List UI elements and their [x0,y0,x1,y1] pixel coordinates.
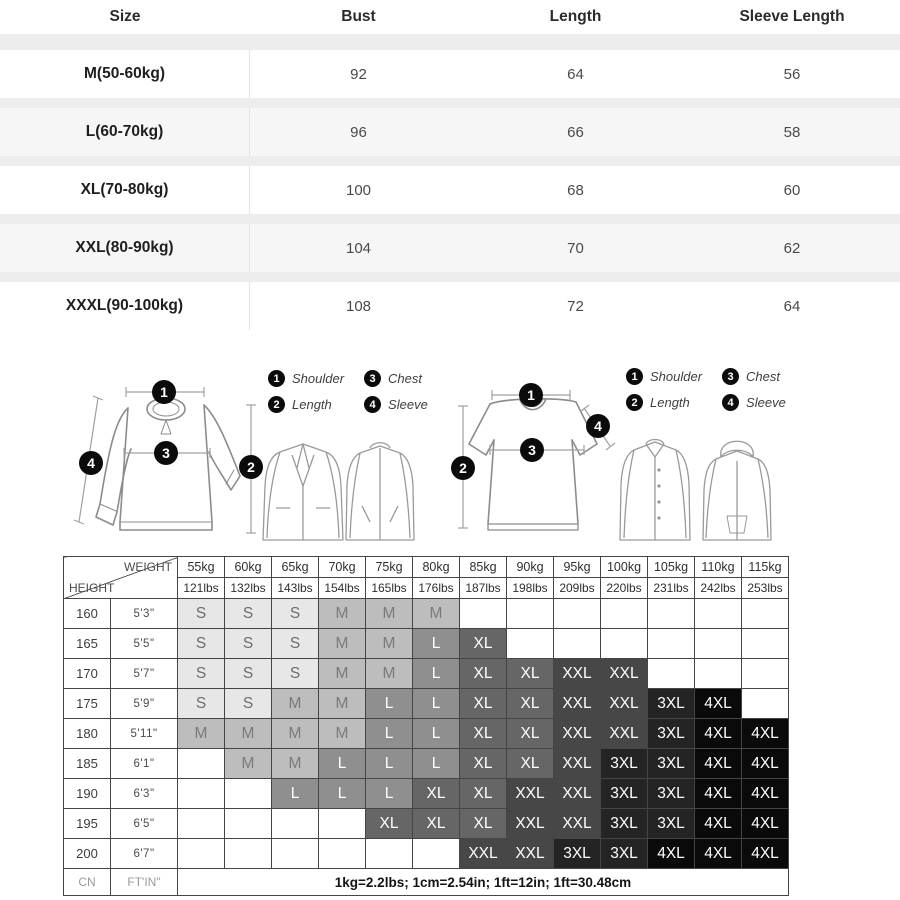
height-ftin-cell: 5'3" [111,599,178,629]
recommended-size-cell: M [319,689,366,719]
recommended-size-cell: XL [460,659,507,689]
height-ftin-cell: 6'7" [111,839,178,869]
weight-kg-header: 60kg [225,557,272,578]
empty-size-cell [648,599,695,629]
recommended-size-cell: L [366,749,413,779]
height-ftin-cell: 6'5" [111,809,178,839]
empty-size-cell [507,599,554,629]
recommended-size-cell: M [366,659,413,689]
recommended-size-cell: M [366,599,413,629]
size-row [0,224,900,272]
legend-number-badge: 4 [722,394,739,411]
measurement-value: 92 [350,65,367,83]
empty-size-cell [366,839,413,869]
recommended-size-cell: 3XL [601,809,648,839]
legend-item [268,370,344,387]
ftin-unit-label: FT'IN" [111,869,178,896]
recommended-size-cell: S [178,599,225,629]
column-header: Length [549,8,602,25]
legend-item [722,368,786,385]
measure-legend [268,370,428,413]
weight-kg-header: 85kg [460,557,507,578]
recommended-size-cell: XXL [554,779,601,809]
chest-measure-badge: 3 [520,438,544,462]
weight-lbs-header: 242lbs [695,578,742,599]
recommended-size-cell: S [178,629,225,659]
legend-number-badge: 2 [626,394,643,411]
recommended-size-cell: L [413,719,460,749]
matrix-footer-row [64,869,789,896]
height-cm-cell: 195 [64,809,111,839]
weight-kg-header: 80kg [413,557,460,578]
height-cm-cell: 180 [64,719,111,749]
legend-label: Sleeve [388,397,428,412]
weight-lbs-header: 176lbs [413,578,460,599]
recommended-size-cell: XL [507,659,554,689]
recommended-size-cell: XXL [507,779,554,809]
size-row [0,166,900,214]
recommended-size-cell: XXL [601,659,648,689]
recommended-size-cell: XL [460,749,507,779]
empty-size-cell [178,809,225,839]
recommended-size-cell: XL [460,779,507,809]
weight-lbs-header: 198lbs [507,578,554,599]
legend-label: Sleeve [746,395,786,410]
measurement-value: 100 [345,181,372,199]
recommended-size-cell: XL [460,719,507,749]
recommended-size-cell: S [272,659,319,689]
empty-size-cell [178,749,225,779]
weight-kg-header: 110kg [695,557,742,578]
legend-number-badge: 3 [722,368,739,385]
conversion-note: 1kg=2.2lbs; 1cm=2.54in; 1ft=12in; 1ft=30.48cm [178,869,789,896]
weight-lbs-header: 154lbs [319,578,366,599]
row-separator [0,272,900,282]
recommended-size-cell: XXL [507,839,554,869]
axis-corner-cell [64,557,178,599]
height-cm-cell: 160 [64,599,111,629]
recommended-size-cell: S [272,599,319,629]
weight-lbs-header: 253lbs [742,578,789,599]
size-label: XL(70-80kg) [0,166,250,214]
recommended-size-cell: L [366,689,413,719]
empty-size-cell [225,839,272,869]
legend-label: Shoulder [650,369,703,384]
empty-size-cell [695,599,742,629]
length-measure-badge: 2 [451,456,475,480]
height-ftin-cell: 6'1" [111,749,178,779]
empty-size-cell [272,809,319,839]
recommended-size-cell: 3XL [601,839,648,869]
weight-kg-header: 115kg [742,557,789,578]
weight-lbs-header: 165lbs [366,578,413,599]
recommended-size-cell: XL [507,749,554,779]
recommended-size-cell: L [413,749,460,779]
recommended-size-cell: L [413,629,460,659]
matrix-header-row-kg [64,557,789,578]
measurement-value: 96 [350,123,367,141]
legend-label: Chest [388,371,423,386]
height-axis-label: HEIGHT [69,581,115,595]
legend-number-badge: 4 [364,396,381,413]
measurement-value: 64 [783,297,801,315]
matrix-row [64,749,789,779]
empty-size-cell [225,779,272,809]
weight-kg-header: 100kg [601,557,648,578]
legend-label: Length [650,395,690,410]
legend-label: Length [292,397,332,412]
empty-size-cell [742,629,789,659]
row-separator [0,156,900,166]
recommended-size-cell: L [366,719,413,749]
weight-lbs-header: 209lbs [554,578,601,599]
height-cm-cell: 200 [64,839,111,869]
recommended-size-cell: 3XL [648,719,695,749]
recommended-size-cell: S [225,599,272,629]
measurement-value: 62 [783,239,801,257]
recommended-size-cell: S [225,659,272,689]
recommended-size-cell: XXL [554,809,601,839]
recommended-size-cell: M [319,719,366,749]
recommended-size-cell: XXL [507,809,554,839]
measurement-value: 104 [345,239,372,257]
recommended-size-cell: XXL [554,749,601,779]
matrix-row [64,659,789,689]
recommended-size-cell: S [225,689,272,719]
weight-lbs-header: 231lbs [648,578,695,599]
height-ftin-cell: 5'11" [111,719,178,749]
recommended-size-cell: 4XL [695,749,742,779]
height-cm-cell: 165 [64,629,111,659]
empty-size-cell [319,839,366,869]
weight-kg-header: 55kg [178,557,225,578]
matrix-row [64,689,789,719]
matrix-row [64,599,789,629]
shoulder-measure-badge: 1 [519,383,543,407]
empty-size-cell [742,659,789,689]
empty-size-cell [695,629,742,659]
legend-number-badge: 2 [268,396,285,413]
recommended-size-cell: M [319,629,366,659]
size-row [0,282,900,330]
legend-item [626,368,702,385]
recommended-size-cell: S [178,659,225,689]
row-separator [0,34,900,50]
recommended-size-cell: S [178,689,225,719]
recommended-size-cell: M [319,659,366,689]
blazer-sketch [263,444,343,540]
legend-number-badge: 1 [626,368,643,385]
empty-size-cell [178,779,225,809]
height-cm-cell: 170 [64,659,111,689]
matrix-row [64,839,789,869]
legend-label: Shoulder [292,371,345,386]
recommended-size-cell: 4XL [742,719,789,749]
empty-size-cell [554,599,601,629]
recommended-size-cell: XL [460,689,507,719]
sleeve-measure-badge: 4 [79,451,103,475]
empty-size-cell [648,629,695,659]
measurement-value: 58 [783,123,801,141]
weight-kg-header: 75kg [366,557,413,578]
empty-size-cell [507,629,554,659]
recommended-size-cell: XXL [460,839,507,869]
recommended-size-cell: 4XL [695,719,742,749]
empty-size-cell [648,659,695,689]
recommended-size-cell: M [225,719,272,749]
recommended-size-cell: 4XL [695,839,742,869]
matrix-row [64,779,789,809]
recommended-size-cell: XL [460,809,507,839]
legend-number-badge: 1 [268,370,285,387]
weight-axis-label: WEIGHT [124,560,172,574]
measurement-diagrams [0,356,900,552]
zip-jacket-sketch [346,443,414,540]
size-table [0,0,900,330]
recommended-size-cell: XXL [554,689,601,719]
recommended-size-cell: M [319,599,366,629]
legend-number-badge: 3 [364,370,381,387]
height-ftin-cell: 6'3" [111,779,178,809]
recommended-size-cell: M [272,749,319,779]
row-separator [0,98,900,108]
recommended-size-cell: M [178,719,225,749]
height-ftin-cell: 5'9" [111,689,178,719]
button-shirt-sketch [620,440,690,541]
weight-lbs-header: 220lbs [601,578,648,599]
recommended-size-cell: XL [413,809,460,839]
size-row [0,50,900,98]
recommended-size-cell: 3XL [601,779,648,809]
recommended-size-cell: 4XL [695,779,742,809]
recommended-size-cell: L [319,779,366,809]
legend-item [626,394,702,411]
measurement-value: 108 [345,297,372,315]
recommended-size-cell: 4XL [742,839,789,869]
recommended-size-cell: S [225,629,272,659]
length-measure-badge: 2 [239,455,263,479]
height-weight-matrix [63,556,789,896]
recommended-size-cell: XXL [554,719,601,749]
recommended-size-cell: 3XL [648,809,695,839]
recommended-size-cell: XXL [601,689,648,719]
recommended-size-cell: XL [460,629,507,659]
empty-size-cell [178,839,225,869]
empty-size-cell [319,809,366,839]
legend-label: Chest [746,369,781,384]
recommended-size-cell: L [413,689,460,719]
row-separator [0,214,900,224]
recommended-size-cell: 3XL [648,779,695,809]
legend-item [268,396,344,413]
empty-size-cell [695,659,742,689]
weight-kg-header: 95kg [554,557,601,578]
matrix-row [64,809,789,839]
size-table-header [0,0,900,34]
recommended-size-cell: XXL [601,719,648,749]
recommended-size-cell: L [319,749,366,779]
empty-size-cell [742,599,789,629]
empty-size-cell [554,629,601,659]
measurement-value: 64 [567,65,584,83]
weight-kg-header: 105kg [648,557,695,578]
size-table-rows [0,34,900,330]
column-header: Bust [341,8,376,25]
shoulder-measure-badge: 1 [152,380,176,404]
height-ftin-cell: 5'5" [111,629,178,659]
recommended-size-cell: L [366,779,413,809]
height-cm-cell: 185 [64,749,111,779]
recommended-size-cell: XL [507,719,554,749]
weight-lbs-header: 187lbs [460,578,507,599]
short-sleeve-diagram [444,356,900,548]
recommended-size-cell: L [413,659,460,689]
empty-size-cell [413,839,460,869]
recommended-size-cell: M [272,689,319,719]
legend-item [364,370,428,387]
empty-size-cell [225,809,272,839]
empty-size-cell [601,599,648,629]
column-header: Sleeve Length [739,8,845,25]
height-ftin-cell: 5'7" [111,659,178,689]
cn-unit-label: CN [64,869,111,896]
legend-item [364,396,428,413]
measurement-value: 68 [567,181,584,199]
empty-size-cell [460,599,507,629]
chest-measure-badge: 3 [154,441,178,465]
recommended-size-cell: M [225,749,272,779]
weight-kg-header: 70kg [319,557,366,578]
recommended-size-cell: 3XL [648,749,695,779]
weight-kg-header: 65kg [272,557,319,578]
size-label: M(50-60kg) [0,50,250,98]
recommended-size-cell: XXL [554,659,601,689]
legend-item [722,394,786,411]
measurement-value: 60 [783,181,801,199]
recommended-size-cell: 4XL [648,839,695,869]
long-sleeve-diagram [60,356,460,548]
weight-lbs-header: 143lbs [272,578,319,599]
recommended-size-cell: M [366,629,413,659]
hoodie-sketch [703,441,771,540]
weight-kg-header: 90kg [507,557,554,578]
recommended-size-cell: 3XL [648,689,695,719]
column-header: Size [109,8,141,25]
weight-lbs-header: 132lbs [225,578,272,599]
measurement-value: 56 [783,65,801,83]
height-cm-cell: 175 [64,689,111,719]
size-label: L(60-70kg) [0,108,250,156]
measure-legend [626,368,786,411]
empty-size-cell [742,689,789,719]
sleeve-measure-badge: 4 [586,414,610,438]
measurement-value: 66 [567,123,584,141]
height-cm-cell: 190 [64,779,111,809]
size-label: XXL(80-90kg) [0,224,250,272]
recommended-size-cell: L [272,779,319,809]
recommended-size-cell: S [272,629,319,659]
measurement-value: 72 [567,297,584,315]
measurement-value: 70 [567,239,584,257]
size-label: XXXL(90-100kg) [0,282,250,330]
weight-lbs-header: 121lbs [178,578,225,599]
recommended-size-cell: 4XL [695,689,742,719]
recommended-size-cell: 3XL [554,839,601,869]
recommended-size-cell: 4XL [742,809,789,839]
matrix-row [64,719,789,749]
empty-size-cell [601,629,648,659]
recommended-size-cell: XL [366,809,413,839]
recommended-size-cell: 4XL [695,809,742,839]
empty-size-cell [272,839,319,869]
size-row [0,108,900,156]
recommended-size-cell: XL [413,779,460,809]
recommended-size-cell: 3XL [601,749,648,779]
recommended-size-cell: 4XL [742,779,789,809]
recommended-size-cell: M [272,719,319,749]
recommended-size-cell: XL [507,689,554,719]
matrix-row [64,629,789,659]
recommended-size-cell: 4XL [742,749,789,779]
recommended-size-cell: M [413,599,460,629]
